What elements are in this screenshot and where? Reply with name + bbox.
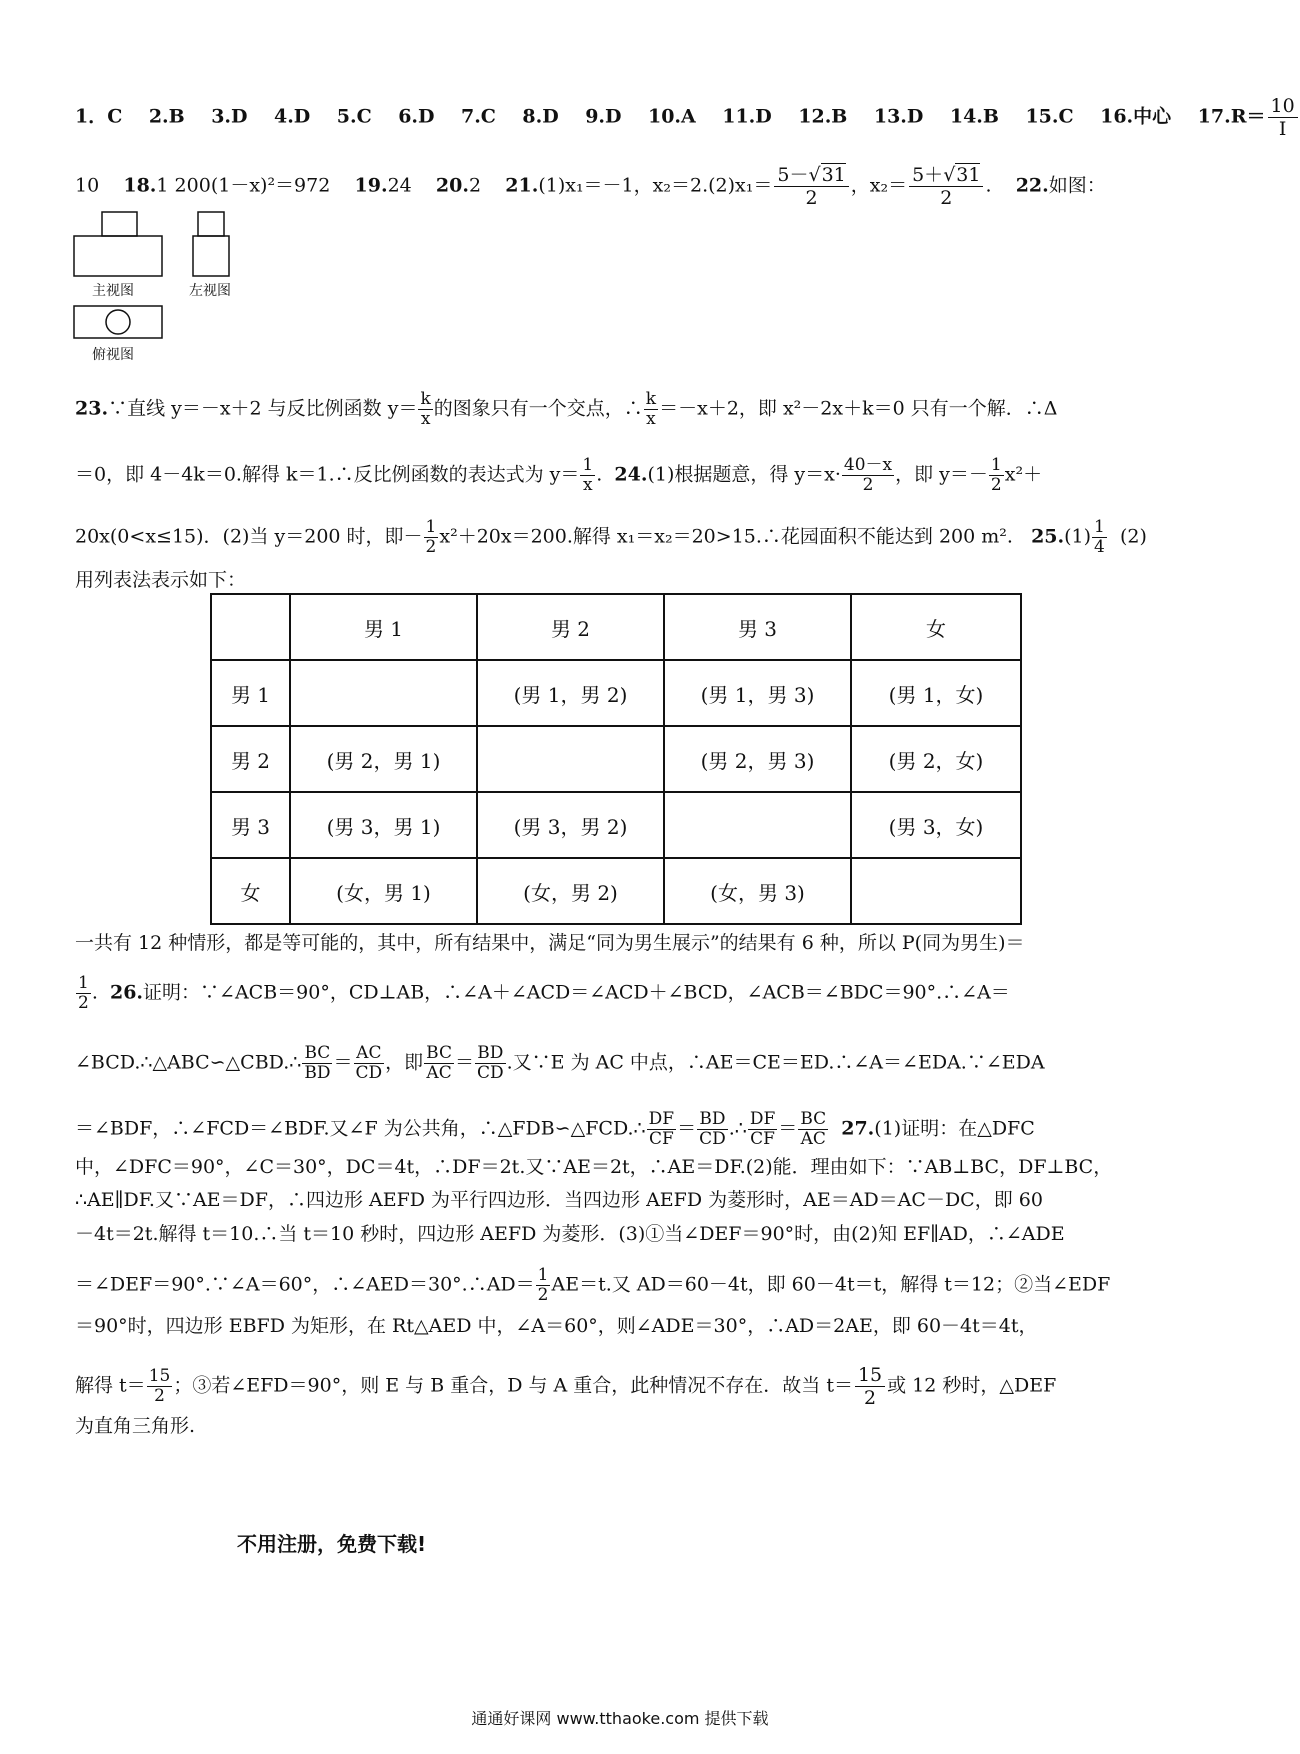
three-views-figure xyxy=(72,210,272,370)
text: 20x(0<x≤15)．(2)当 y＝200 时，即－ xyxy=(75,525,423,548)
fraction-bc-over-bd xyxy=(302,1044,332,1083)
denominator: I xyxy=(1278,118,1287,140)
numerator: DF xyxy=(648,1109,675,1129)
text: . xyxy=(985,174,992,197)
fraction-10-over-i xyxy=(1268,95,1298,140)
table-cell: 男 2 xyxy=(477,594,664,660)
denominator: 2 xyxy=(154,1386,165,1406)
q23-label: 23. xyxy=(75,397,109,420)
q25-line-1 xyxy=(75,930,1025,956)
denominator: 2 xyxy=(537,1285,549,1305)
text: 一共有 12 种情形，都是等可能的，其中，所有结果中，满足“同为男生展示”的结果有 6 种，所以 P(同为男生)＝ xyxy=(75,932,1025,954)
text: ＝90°时，四边形 EBFD 为矩形，在 Rt△AED 中，∠A＝60°，则∠ADE＝30°，∴AD＝2AE，即 60－4t＝4t， xyxy=(75,1315,1038,1337)
top-view-circle xyxy=(106,310,130,334)
text: ∵直线 y＝－x＋2 与反比例函数 y＝ xyxy=(108,397,418,420)
numerator: 1 xyxy=(425,517,437,537)
text: ＝0，即 4－4k＝0.解得 k＝1.∴反比例函数的表达式为 y＝ xyxy=(75,463,580,486)
numerator: BC xyxy=(800,1109,827,1129)
table-cell xyxy=(851,858,1021,924)
table-cell: (男 1，男 3) xyxy=(664,660,851,726)
text: 用列表法表示如下： xyxy=(75,569,247,591)
q19-label: 19. xyxy=(354,174,388,197)
front-view-base xyxy=(74,236,162,276)
ans-10: 10.A xyxy=(647,105,696,128)
denominator: AC xyxy=(800,1129,826,1149)
numerator: 1 xyxy=(537,1265,549,1285)
text: 5－ xyxy=(777,164,809,186)
table-cell: (男 3，女) xyxy=(851,792,1021,858)
text: .∴ xyxy=(728,1117,747,1140)
text: ∠BCD.∴△ABC∽△CBD.∴ xyxy=(75,1051,302,1074)
numerator: 15 xyxy=(855,1364,885,1387)
text: ＝－x＋2，即 x²－2x＋k＝0 只有一个解．∴Δ xyxy=(659,397,1058,420)
table-cell xyxy=(290,660,477,726)
text: .又∵E 为 AC 中点，∴AE＝CE＝ED.∴∠A＝∠EDA.∵∠EDA xyxy=(506,1051,1045,1074)
table-cell: 男 3 xyxy=(664,594,851,660)
footer-text: 通通好课网 www.tthaoke.com 提供下载 xyxy=(471,1709,769,1728)
text: 5＋ xyxy=(912,164,944,186)
numerator: 1 xyxy=(582,455,594,475)
ans-16: 16.中心 xyxy=(1100,105,1172,128)
fraction-1-over-4 xyxy=(1092,518,1107,557)
table-cell: (男 1，男 2) xyxy=(477,660,664,726)
ans-11: 11.D xyxy=(722,105,772,128)
q26-label: 26. xyxy=(109,981,144,1004)
text: 解得 t＝ xyxy=(75,1374,146,1397)
denominator: CF xyxy=(750,1129,775,1149)
q19-text: 24 xyxy=(387,174,412,197)
q23-line-2 xyxy=(75,456,1042,495)
text: ＝ xyxy=(454,1051,474,1074)
table-cell: (男 3，男 1) xyxy=(290,792,477,858)
text: (1) xyxy=(1064,525,1092,548)
numerator: DF xyxy=(749,1109,776,1129)
sqrt-radicand: 31 xyxy=(956,164,981,186)
denominator: AC xyxy=(426,1063,452,1083)
q20-text: 2 xyxy=(468,174,482,197)
table-cell xyxy=(211,594,290,660)
numerator: AC xyxy=(354,1044,385,1064)
table-row xyxy=(211,726,1021,792)
fraction-1-over-2 xyxy=(536,1266,551,1305)
table-cell: (男 2，男 3) xyxy=(664,726,851,792)
q27-line-3 xyxy=(75,1154,1112,1180)
denominator: x xyxy=(420,409,431,429)
ans-2: 2.B xyxy=(148,105,185,128)
table-cell: (女，男 1) xyxy=(290,858,477,924)
denominator: CD xyxy=(477,1063,504,1083)
text: 证明：∵∠ACB＝90°，CD⊥AB，∴∠A＋∠ACD＝∠ACD＋∠BCD，∠ACB＝∠BDC＝90°.∴∠A＝ xyxy=(143,981,1010,1004)
text: x²＋ xyxy=(1004,463,1043,486)
numerator: 10 xyxy=(1268,95,1298,118)
fraction-k-over-x xyxy=(644,390,658,429)
ans-4: 4.D xyxy=(273,105,311,128)
text: ＝∠DEF＝90°.∵∠A＝60°，∴∠AED＝30°.∴AD＝ xyxy=(75,1273,535,1296)
front-view-top-block xyxy=(102,212,137,236)
ans-17: 17.R＝ xyxy=(1197,105,1266,128)
text: －4t＝2t.解得 t＝10.∴当 t＝10 秒时，四边形 AEFD 为菱形．(3)①当∠DEF＝90°时，由(2)知 EF∥AD，∴∠ADE xyxy=(75,1223,1065,1245)
fraction-bd-over-cd xyxy=(475,1044,506,1083)
fraction-1-over-x xyxy=(580,456,595,495)
q26-line-1 xyxy=(75,1044,1045,1083)
ans-6: 6.D xyxy=(398,105,435,128)
numerator: 5＋√31 xyxy=(909,164,983,187)
text: ，即 xyxy=(385,1051,424,1074)
table-row xyxy=(211,792,1021,858)
fraction-15-over-2 xyxy=(147,1367,173,1406)
q18-text: 1 200(1－x)²＝972 xyxy=(156,174,331,197)
numerator: 5－√31 xyxy=(774,164,848,187)
numerator: BD xyxy=(475,1044,506,1064)
q25-intro xyxy=(75,567,246,593)
denominator: 2 xyxy=(805,187,818,209)
denominator: BD xyxy=(304,1063,331,1083)
text: . xyxy=(596,463,603,486)
answer-line-1 xyxy=(75,95,1300,140)
table-cell: 男 1 xyxy=(290,594,477,660)
numerator: BD xyxy=(697,1110,728,1130)
table-cell: (男 2，男 1) xyxy=(290,726,477,792)
q27-label: 27. xyxy=(841,1117,875,1140)
fraction-df-over-cf xyxy=(647,1110,676,1149)
text: ∴AE∥DF.又∵AE＝DF，∴四边形 AEFD 为平行四边形．当四边形 AEFD 为菱形时，AE＝AD＝AC－DC，即 60 xyxy=(75,1189,1043,1211)
numerator: 15 xyxy=(148,1366,171,1386)
text: ＝∠BDF，∴∠FCD＝∠BDF.又∠F 为公共角，∴△FDB∽△FCD.∴ xyxy=(75,1117,646,1140)
text: x²＋20x＝200.解得 x₁＝x₂＝20>15.∴花园面积不能达到 200 m². xyxy=(439,525,1013,548)
denominator: CF xyxy=(648,1129,674,1149)
ans-5: 5.C xyxy=(336,105,372,128)
sqrt-radicand: 31 xyxy=(821,164,846,186)
table-cell: (男 3，男 2) xyxy=(477,792,664,858)
table-cell: 男 2 xyxy=(211,726,290,792)
q27-line-5 xyxy=(75,1221,1065,1247)
fraction-15-over-2 xyxy=(855,1364,885,1409)
table-row xyxy=(211,858,1021,924)
text: 10 xyxy=(75,174,100,197)
denominator: 4 xyxy=(1094,537,1105,557)
fraction-ac-over-cd xyxy=(354,1044,385,1083)
numerator: 1 xyxy=(990,455,1002,475)
fraction-1-over-2 xyxy=(76,974,91,1013)
text: 为直角三角形. xyxy=(75,1415,196,1437)
table-cell: (男 2，女) xyxy=(851,726,1021,792)
ans-9: 9.D xyxy=(585,105,622,128)
denominator: 2 xyxy=(862,475,874,495)
ans-8: 8.D xyxy=(522,105,559,128)
denominator: 2 xyxy=(78,993,89,1013)
fraction-40-minus-x-over-2 xyxy=(842,456,894,495)
q21-text: (1)x₁＝－1，x₂＝2.(2)x₁＝ xyxy=(538,174,773,197)
denominator: CD xyxy=(355,1063,383,1083)
text: 的图象只有一个交点，∴ xyxy=(433,397,643,420)
q27-line-6 xyxy=(75,1266,1110,1305)
fraction-k-over-x xyxy=(418,390,432,429)
ans-15: 15.C xyxy=(1025,105,1074,128)
left-view-label: 左视图 xyxy=(189,283,231,299)
table-cell: 男 3 xyxy=(211,792,290,858)
front-view-label: 主视图 xyxy=(92,283,134,299)
answer-line-2 xyxy=(75,164,1106,209)
table-cell: 女 xyxy=(851,594,1021,660)
text: . xyxy=(91,981,98,1004)
fraction-5-minus-sqrt31 xyxy=(774,164,848,209)
q20-label: 20. xyxy=(435,174,469,197)
table-cell: (女，男 2) xyxy=(477,858,664,924)
text: ＝ xyxy=(778,1117,798,1140)
denominator: x xyxy=(646,409,656,429)
table-row xyxy=(211,660,1021,726)
q22-label: 22. xyxy=(1015,174,1049,197)
table-header-row xyxy=(211,594,1021,660)
denominator: 2 xyxy=(864,1387,877,1409)
table-cell: 男 1 xyxy=(211,660,290,726)
text: (2) xyxy=(1119,525,1147,548)
promo-text: 不用注册，免费下载! xyxy=(237,1532,427,1556)
text: (1)根据题意，得 y＝x· xyxy=(647,463,841,486)
left-view-top-block xyxy=(198,212,224,236)
text: 或 12 秒时，△DEF xyxy=(887,1374,1057,1397)
q27-line-9 xyxy=(75,1413,195,1439)
numerator: 1 xyxy=(78,973,89,993)
text: ，即 y＝－ xyxy=(895,463,988,486)
q22-text: 如图： xyxy=(1048,174,1106,197)
numerator: 1 xyxy=(1094,517,1105,537)
top-view-label: 俯视图 xyxy=(92,347,134,363)
q25-line-2 xyxy=(75,974,1010,1013)
outcomes-table xyxy=(210,593,1022,925)
numerator: 40－x xyxy=(843,455,893,475)
left-view-base xyxy=(193,236,229,276)
numerator: BC xyxy=(426,1043,452,1063)
denominator: 2 xyxy=(940,187,953,209)
text: 中，∠DFC＝90°，∠C＝30°，DC＝4t，∴DF＝2t.又∵AE＝2t，∴AE＝DF.(2)能．理由如下：∵AB⊥BC，DF⊥BC， xyxy=(75,1156,1113,1178)
top-view-rect xyxy=(74,306,162,338)
text: ＝ xyxy=(677,1117,697,1140)
table-cell: (男 1，女) xyxy=(851,660,1021,726)
q26-line-2 xyxy=(75,1110,1035,1149)
table-cell: (女，男 3) xyxy=(664,858,851,924)
text: ；③若∠EFD＝90°，则 E 与 B 重合，D 与 A 重合，此种情况不存在．故当 t＝ xyxy=(173,1374,853,1397)
fraction-bd-over-cd xyxy=(697,1110,728,1149)
fraction-bc-over-ac xyxy=(798,1110,828,1149)
ans-3: 3.D xyxy=(211,105,248,128)
q27-line-8 xyxy=(75,1364,1056,1409)
text: ，x₂＝ xyxy=(850,174,908,197)
fraction-1-over-2 xyxy=(989,456,1004,495)
q27-line-7 xyxy=(75,1313,1038,1339)
text: AE＝t.又 AD＝60－4t，即 60－4t＝t，解得 t＝12；②当∠EDF xyxy=(551,1273,1111,1296)
table-cell xyxy=(477,726,664,792)
denominator: x xyxy=(583,475,593,495)
q24-line-3 xyxy=(75,518,1147,557)
numerator: BC xyxy=(302,1044,332,1064)
denominator: CD xyxy=(699,1129,726,1149)
ans-14: 14.B xyxy=(949,105,999,128)
fraction-df-over-cf xyxy=(748,1110,777,1149)
denominator: 2 xyxy=(990,475,1002,495)
ans-12: 12.B xyxy=(798,105,848,128)
ans-13: 13.D xyxy=(873,105,924,128)
text: (1)证明：在△DFC xyxy=(874,1117,1035,1140)
fraction-bc-over-ac xyxy=(424,1044,454,1083)
q27-line-4 xyxy=(75,1187,1043,1213)
q18-label: 18. xyxy=(123,174,157,197)
q25-label: 25. xyxy=(1031,525,1065,548)
q21-label: 21. xyxy=(505,174,539,197)
q23-line-1 xyxy=(75,390,1057,429)
table-cell: 女 xyxy=(211,858,290,924)
text: ＝ xyxy=(333,1051,353,1074)
denominator: 2 xyxy=(425,537,437,557)
table-cell xyxy=(664,792,851,858)
numerator: k xyxy=(420,389,431,409)
fraction-5-plus-sqrt31 xyxy=(909,164,983,209)
fraction-1-over-2 xyxy=(424,518,439,557)
q24-label: 24. xyxy=(614,463,648,486)
ans-7: 7.C xyxy=(460,105,496,128)
numerator: k xyxy=(645,389,657,409)
ans-1: 1．C xyxy=(75,105,123,128)
